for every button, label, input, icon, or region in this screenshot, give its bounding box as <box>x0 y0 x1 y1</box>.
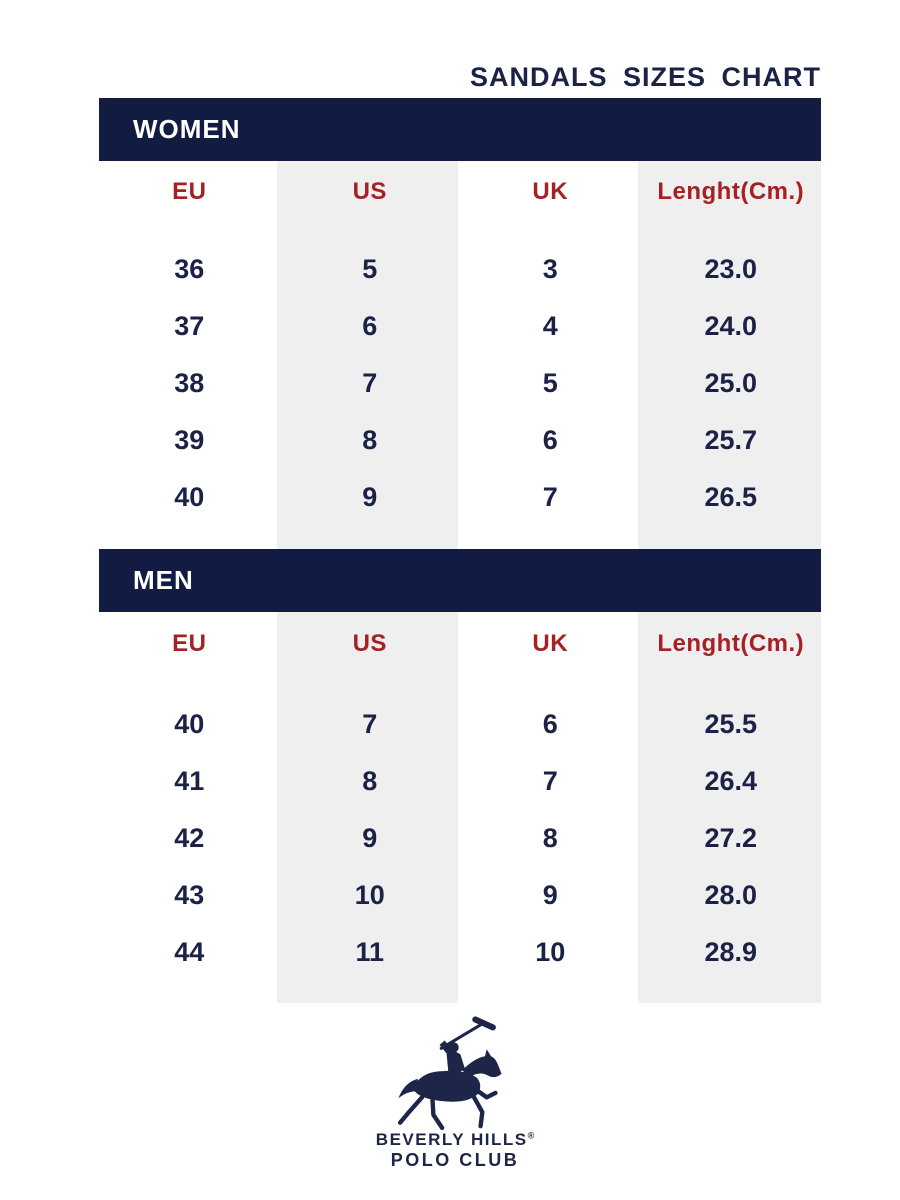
table-row <box>99 241 821 298</box>
column-header-uk: UK <box>532 630 569 657</box>
table-cell: 28.0 <box>704 880 758 910</box>
column-header-us: US <box>352 178 387 205</box>
column-header-eu: EU <box>172 630 207 657</box>
table-cell: 37 <box>174 311 205 341</box>
table-cell: 7 <box>542 766 558 796</box>
table-cell: 25.5 <box>704 709 758 739</box>
table-cell: 24.0 <box>704 311 758 341</box>
men-table-body <box>99 696 821 981</box>
table-cell: 23.0 <box>704 254 758 284</box>
table-cell: 8 <box>362 425 378 455</box>
table-cell: 41 <box>174 766 205 796</box>
table-cell: 6 <box>362 311 378 341</box>
table-row <box>99 696 821 753</box>
polo-player-icon <box>384 1016 526 1134</box>
table-row <box>99 867 821 924</box>
table-cell: 38 <box>174 368 205 398</box>
table-row <box>99 355 821 412</box>
table-cell: 5 <box>362 254 378 284</box>
women-section-header <box>99 98 821 161</box>
column-header-uk: UK <box>532 178 569 205</box>
table-cell: 28.9 <box>704 937 758 967</box>
table-cell: 7 <box>542 482 558 512</box>
brand-name-line1 <box>376 1130 534 1150</box>
table-cell: 3 <box>542 254 558 284</box>
table-cell: 8 <box>362 766 378 796</box>
table-cell: 9 <box>542 880 558 910</box>
table-row <box>99 924 821 981</box>
registered-mark: ® <box>527 1130 535 1141</box>
table-cell: 7 <box>362 709 378 739</box>
table-cell: 9 <box>362 823 378 853</box>
brand-logo <box>376 1016 534 1171</box>
table-cell: 10 <box>535 937 566 967</box>
table-cell: 39 <box>174 425 205 455</box>
page-title: SANDALS SIZES CHART <box>469 62 821 92</box>
table-cell: 26.5 <box>704 482 758 512</box>
table-cell: 40 <box>174 709 205 739</box>
women-table-header-row <box>99 161 821 223</box>
women-section-label: WOMEN <box>133 114 241 144</box>
table-row <box>99 753 821 810</box>
table-cell: 6 <box>542 709 558 739</box>
brand-name-line2: POLO CLUB <box>390 1150 520 1170</box>
men-table-header-row <box>99 612 821 676</box>
men-section-label: MEN <box>133 565 194 595</box>
women-size-table <box>99 161 821 526</box>
men-section-header <box>99 549 821 612</box>
column-header-eu: EU <box>172 178 207 205</box>
table-cell: 4 <box>542 311 558 341</box>
table-cell: 5 <box>542 368 558 398</box>
table-cell: 6 <box>542 425 558 455</box>
men-size-table <box>99 612 821 981</box>
table-cell: 7 <box>362 368 378 398</box>
brand-text: BEVERLY HILLS <box>375 1130 528 1149</box>
table-cell: 44 <box>174 937 205 967</box>
table-row <box>99 298 821 355</box>
table-row <box>99 469 821 526</box>
table-cell: 25.7 <box>704 425 758 455</box>
table-cell: 10 <box>354 880 385 910</box>
table-cell: 25.0 <box>704 368 758 398</box>
table-cell: 8 <box>542 823 558 853</box>
table-cell: 42 <box>174 823 205 853</box>
table-cell: 11 <box>355 937 385 967</box>
table-cell: 26.4 <box>704 766 758 796</box>
table-cell: 43 <box>174 880 205 910</box>
women-table-body <box>99 241 821 526</box>
table-cell: 9 <box>362 482 378 512</box>
column-header-us: US <box>352 630 387 657</box>
table-row <box>99 412 821 469</box>
column-header-length: Lenght(Cm.) <box>657 630 805 657</box>
table-cell: 27.2 <box>704 823 758 853</box>
table-cell: 36 <box>174 254 205 284</box>
column-header-length: Lenght(Cm.) <box>657 178 805 205</box>
table-cell: 40 <box>174 482 205 512</box>
table-row <box>99 810 821 867</box>
